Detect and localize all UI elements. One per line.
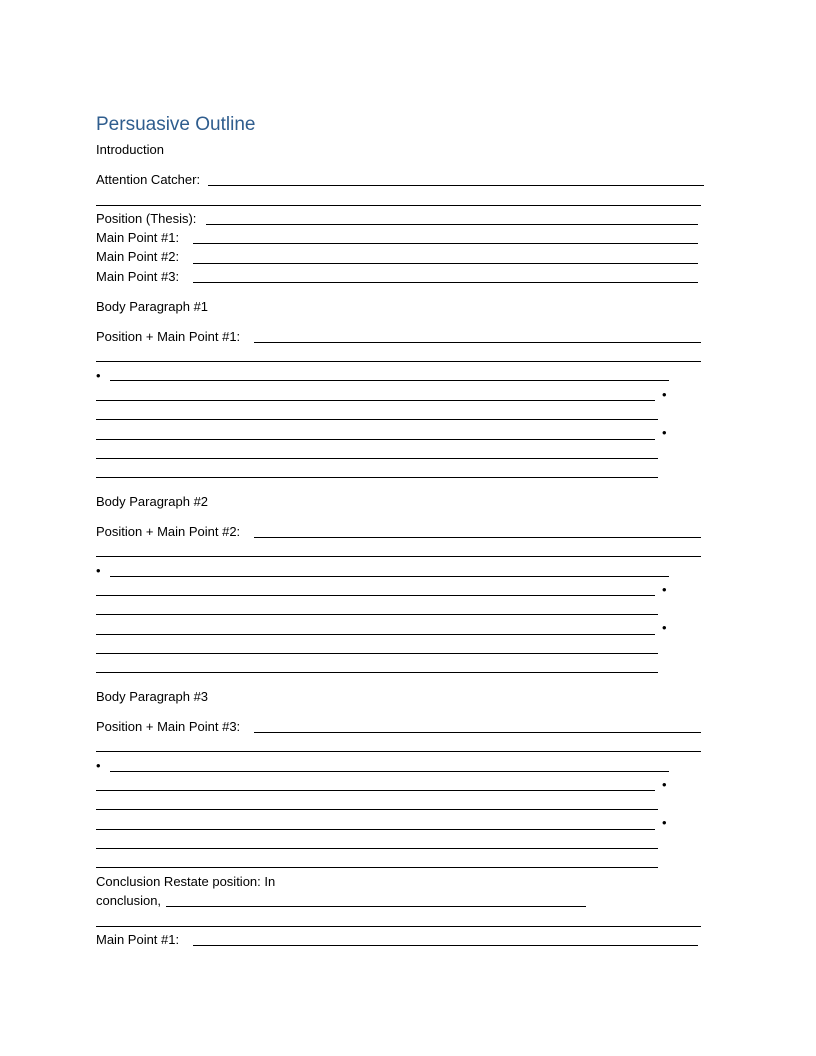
body-3-bullet-2: • bbox=[662, 777, 667, 792]
body-1-position-label: Position + Main Point #1: bbox=[96, 329, 241, 344]
conclusion-main-point-1-line[interactable] bbox=[193, 945, 698, 946]
attention-catcher-label: Attention Catcher: bbox=[96, 172, 201, 187]
body-2-position-line[interactable] bbox=[254, 537, 701, 538]
body-1-line-c[interactable] bbox=[96, 439, 655, 440]
body-3-line-d[interactable] bbox=[96, 848, 658, 849]
body-2-position-line-2[interactable] bbox=[96, 556, 701, 557]
conclusion-main-point-1-label: Main Point #1: bbox=[96, 932, 180, 947]
body-2-bullet-2: • bbox=[662, 582, 667, 597]
body-2-line-a[interactable] bbox=[96, 595, 655, 596]
body-3-line-c[interactable] bbox=[96, 829, 655, 830]
in-conclusion-label: conclusion, bbox=[96, 893, 162, 908]
body-1-line-d[interactable] bbox=[96, 458, 658, 459]
body-1-position-line-2[interactable] bbox=[96, 361, 701, 362]
introduction-heading: Introduction bbox=[96, 142, 164, 157]
body-1-heading: Body Paragraph #1 bbox=[96, 299, 209, 314]
attention-catcher-line-2[interactable] bbox=[96, 205, 701, 206]
intro-main-point-2-line[interactable] bbox=[193, 263, 698, 264]
body-1-position-line[interactable] bbox=[254, 342, 701, 343]
body-1-bullet-3: • bbox=[662, 425, 667, 440]
position-thesis-line[interactable] bbox=[206, 224, 698, 225]
in-conclusion-line[interactable] bbox=[166, 906, 586, 907]
body-3-line-e[interactable] bbox=[96, 867, 658, 868]
page-title: Persuasive Outline bbox=[96, 114, 256, 135]
body-1-line-e[interactable] bbox=[96, 477, 658, 478]
body-1-bullet-1: • bbox=[96, 368, 101, 383]
body-2-bullet-1-line[interactable] bbox=[110, 576, 669, 577]
intro-main-point-2-label: Main Point #2: bbox=[96, 249, 180, 264]
body-1-bullet-2: • bbox=[662, 387, 667, 402]
body-2-line-d[interactable] bbox=[96, 653, 658, 654]
body-2-bullet-1: • bbox=[96, 563, 101, 578]
body-2-line-e[interactable] bbox=[96, 672, 658, 673]
body-3-line-a[interactable] bbox=[96, 790, 655, 791]
body-2-line-c[interactable] bbox=[96, 634, 655, 635]
intro-main-point-3-line[interactable] bbox=[193, 282, 698, 283]
body-2-line-b[interactable] bbox=[96, 614, 658, 615]
intro-main-point-1-line[interactable] bbox=[193, 243, 698, 244]
intro-main-point-1-label: Main Point #1: bbox=[96, 230, 180, 245]
body-2-heading: Body Paragraph #2 bbox=[96, 494, 209, 509]
body-3-bullet-1: • bbox=[96, 758, 101, 773]
body-3-bullet-1-line[interactable] bbox=[110, 771, 669, 772]
body-2-bullet-3: • bbox=[662, 620, 667, 635]
position-thesis-label: Position (Thesis): bbox=[96, 211, 197, 226]
body-3-line-b[interactable] bbox=[96, 809, 658, 810]
body-3-position-label: Position + Main Point #3: bbox=[96, 719, 241, 734]
body-3-heading: Body Paragraph #3 bbox=[96, 689, 209, 704]
body-2-position-label: Position + Main Point #2: bbox=[96, 524, 241, 539]
body-1-line-b[interactable] bbox=[96, 419, 658, 420]
attention-catcher-line[interactable] bbox=[208, 185, 704, 186]
intro-main-point-3-label: Main Point #3: bbox=[96, 269, 180, 284]
body-3-position-line-2[interactable] bbox=[96, 751, 701, 752]
body-3-bullet-3: • bbox=[662, 815, 667, 830]
body-1-bullet-1-line[interactable] bbox=[110, 380, 669, 381]
conclusion-restate-label: Conclusion Restate position: In bbox=[96, 874, 276, 889]
in-conclusion-line-2[interactable] bbox=[96, 926, 701, 927]
body-3-position-line[interactable] bbox=[254, 732, 701, 733]
body-1-line-a[interactable] bbox=[96, 400, 655, 401]
